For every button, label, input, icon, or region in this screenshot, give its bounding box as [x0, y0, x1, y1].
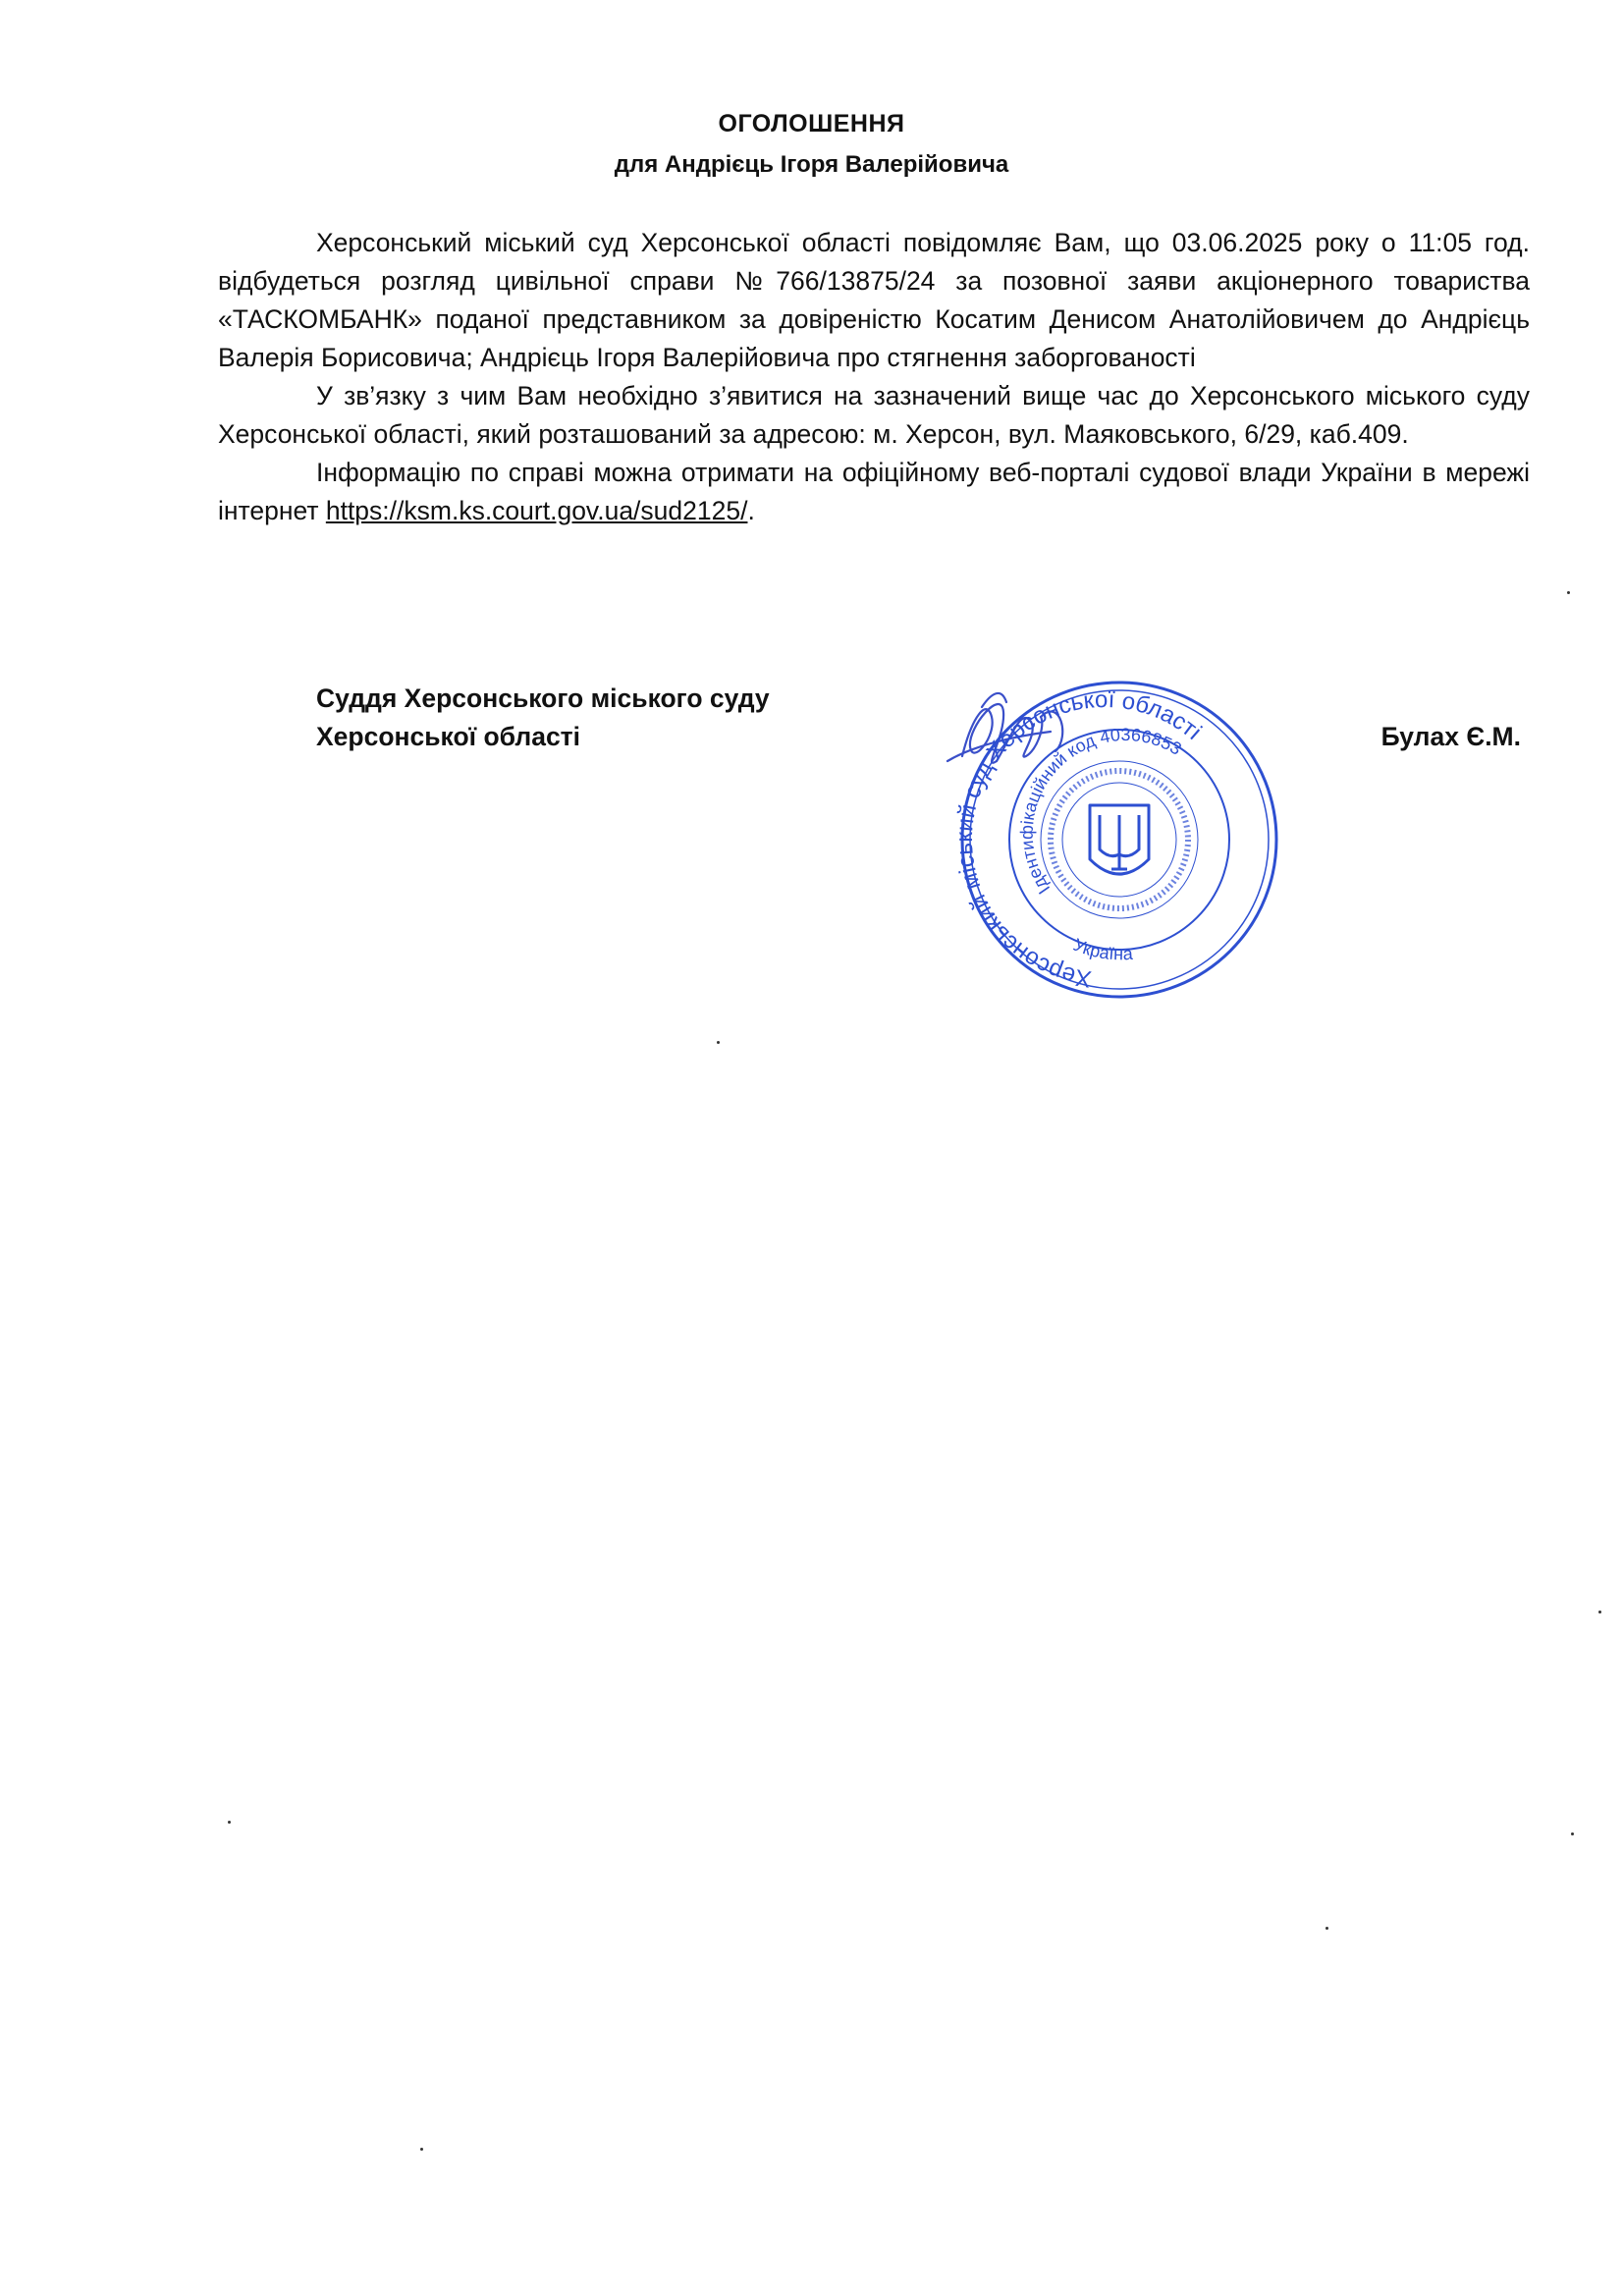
- scan-speck: [717, 1041, 720, 1044]
- court-portal-link[interactable]: https://ksm.ks.court.gov.ua/sud2125/: [325, 496, 748, 525]
- scan-speck: [228, 1821, 231, 1824]
- paragraph-hearing-notice: Херсонський міський суд Херсонської області повідомляє Вам, що 03.06.2025 року о 11:05 год. відбудеться розгляд цивільної справи №766/13875/24 за позовної заяви акціонерного товариства «ТАСКОМБАНК» поданої представником за довіреністю Косатим Денисом Анатолійовичем до Андрієць Валерія Борисовича; Андрієць Ігоря Валерійовича про стягнення заборгованості: [218, 228, 1530, 372]
- document-body: [218, 224, 1530, 530]
- scan-speck: [1567, 591, 1570, 594]
- document-subtitle: для Андрієць Ігоря Валерійовича: [614, 151, 1009, 178]
- scan-speck: [1571, 1832, 1574, 1835]
- info-text: Інформацію по справі можна отримати на офіційному веб-порталі судової влади України в мережі інтернет: [218, 458, 1530, 525]
- seal-outer-text: Херсонський міський суд Херсонської області: [950, 685, 1207, 993]
- seal-inner-text: Ідентифікаційний код 40366853: [1016, 724, 1185, 899]
- seal-bottom-text: Україна: [1070, 934, 1134, 964]
- scan-speck: [1598, 1611, 1601, 1613]
- scan-speck: [420, 2148, 423, 2151]
- signature-title-line1: Суддя Херсонського міського суду: [316, 683, 770, 713]
- trident-emblem-icon: [1090, 805, 1149, 874]
- signature-title-line2: Херсонської області: [316, 722, 581, 751]
- judge-name: Булах Є.М.: [1380, 722, 1521, 751]
- paragraph-appearance-request: У зв’язку з чим Вам необхідно з’явитися на зазначений вище час до Херсонського міського суду Херсонської області, який розташований за адресою: м. Херсон, вул. Маяковського, 6/29, каб.409.: [218, 381, 1530, 449]
- paragraph-info-portal: [218, 454, 1530, 530]
- signature-title: [316, 680, 770, 756]
- info-text-end: .: [747, 496, 755, 525]
- scan-speck: [1325, 1927, 1328, 1930]
- document-title: ОГОЛОШЕННЯ: [718, 110, 905, 137]
- court-seal-stamp: [943, 678, 1296, 1002]
